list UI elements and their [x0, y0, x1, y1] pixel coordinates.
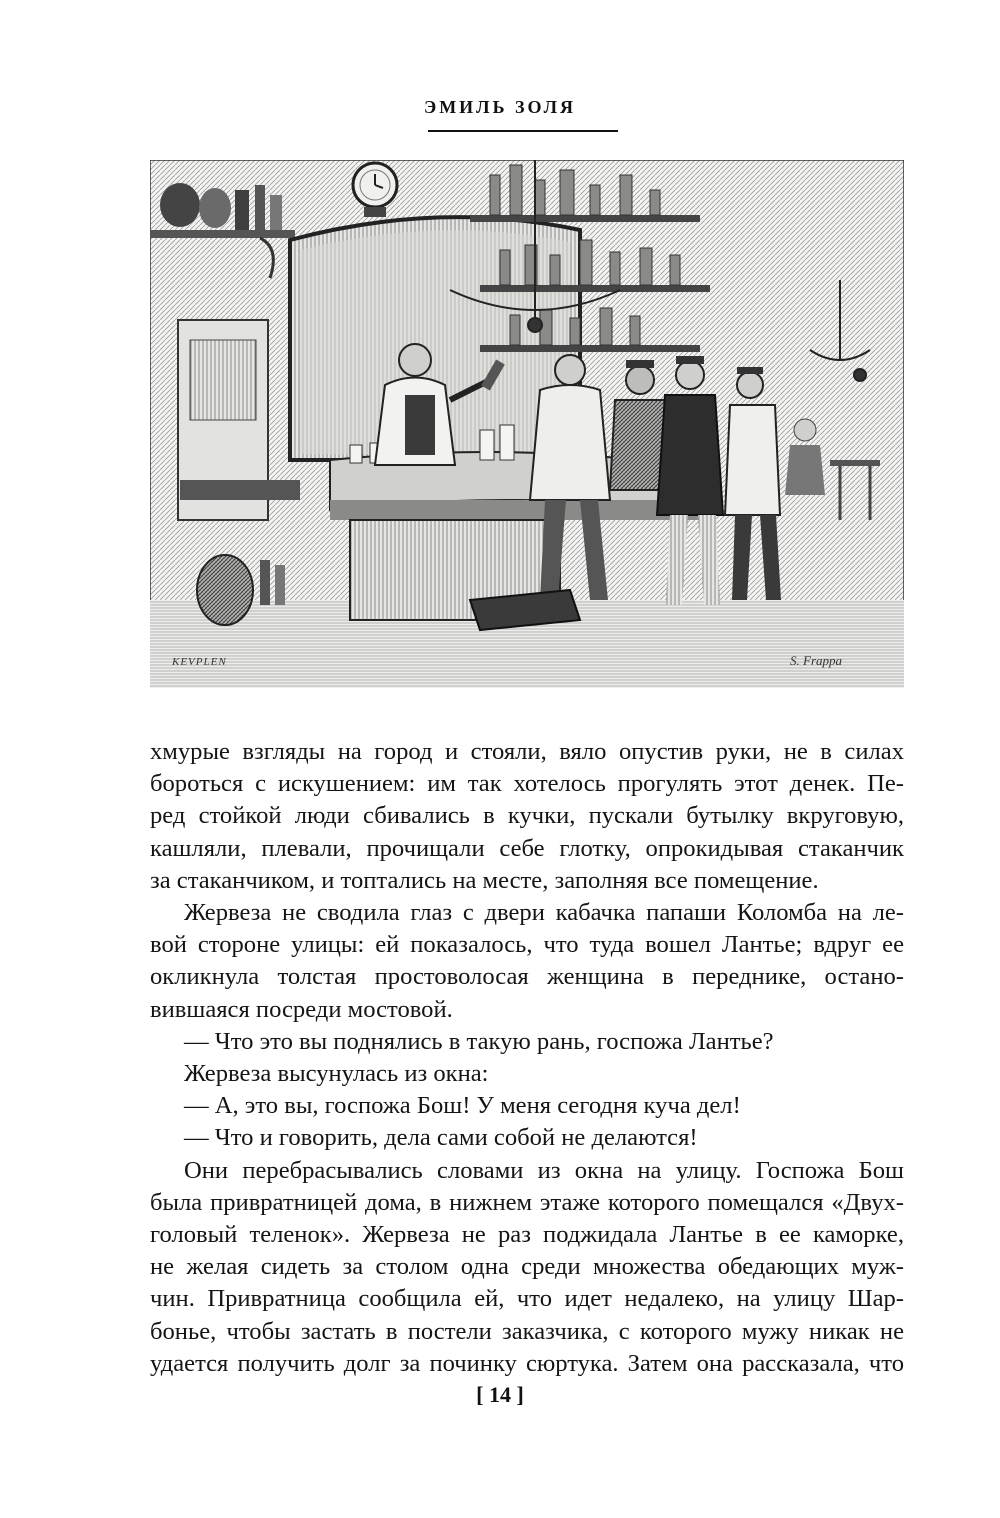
text-line: головый теленок». Жервеза не раз поджидала Лантье в ее каморке, — [150, 1221, 904, 1249]
text-line: Они перебрасывались словами из окна на улицу. Госпожа Бош — [184, 1156, 904, 1184]
text-line: вившаяся посреди мостовой. — [150, 995, 453, 1023]
text-line: Жервеза высунулась из окна: — [184, 1060, 489, 1088]
text-line: чин. Привратница сообщила ей, что идет недалеко, на улицу Шар- — [150, 1285, 904, 1313]
dialogue-line: — Что и говорить, дела сами собой не делаются! — [184, 1124, 698, 1152]
dialogue-line: — Что это вы поднялись в такую рань, госпожа Лантье? — [184, 1027, 774, 1055]
text-line: бороться с искушением: им так хотелось прогулять этот денек. Пе- — [150, 770, 904, 798]
dialogue-line: — А, это вы, госпожа Бош! У меня сегодня куча дел! — [184, 1092, 741, 1120]
text-line: хмурые взгляды на город и стояли, вяло опустив руки, не в силах — [150, 738, 904, 765]
engraving-illustration — [150, 160, 904, 688]
text-line: за стаканчиком, и топтались на месте, заполняя все помещение. — [150, 866, 819, 894]
running-head-title: ЭМИЛЬ ЗОЛЯ — [423, 97, 577, 117]
text-line: была привратницей дома, в нижнем этаже которого помещался «Двух- — [150, 1188, 904, 1216]
engraver-signature-left: KEVPLEN — [172, 656, 227, 668]
text-line: ред стойкой люди сбивались в кучки, пускали бутылку вкруговую, — [150, 802, 904, 830]
body-text — [150, 736, 904, 1380]
text-line: удается получить долг за починку сюртука. Затем она рассказала, что — [150, 1349, 904, 1377]
running-head-rule — [428, 130, 618, 132]
text-line: вой стороне улицы: ей показалось, что туда вошел Лантье; вдруг ее — [150, 931, 904, 959]
artist-signature-right: S. Frappa — [790, 653, 842, 668]
text-line: кашляли, плевали, прочищали себе глотку, опрокидывая стаканчик — [150, 834, 904, 862]
text-line: Жервеза не сводила глаз с двери кабачка папаши Коломба на ле- — [184, 899, 904, 927]
text-line: окликнула толстая простоволосая женщина в переднике, остано- — [150, 963, 904, 991]
page-number: [ 14 ] — [476, 1382, 524, 1407]
text-line: бонье, чтобы застать в постели заказчика, с которого мужу никак не — [150, 1317, 904, 1345]
text-line: не желая сидеть за столом одна среди множества обедающих муж- — [150, 1253, 904, 1281]
